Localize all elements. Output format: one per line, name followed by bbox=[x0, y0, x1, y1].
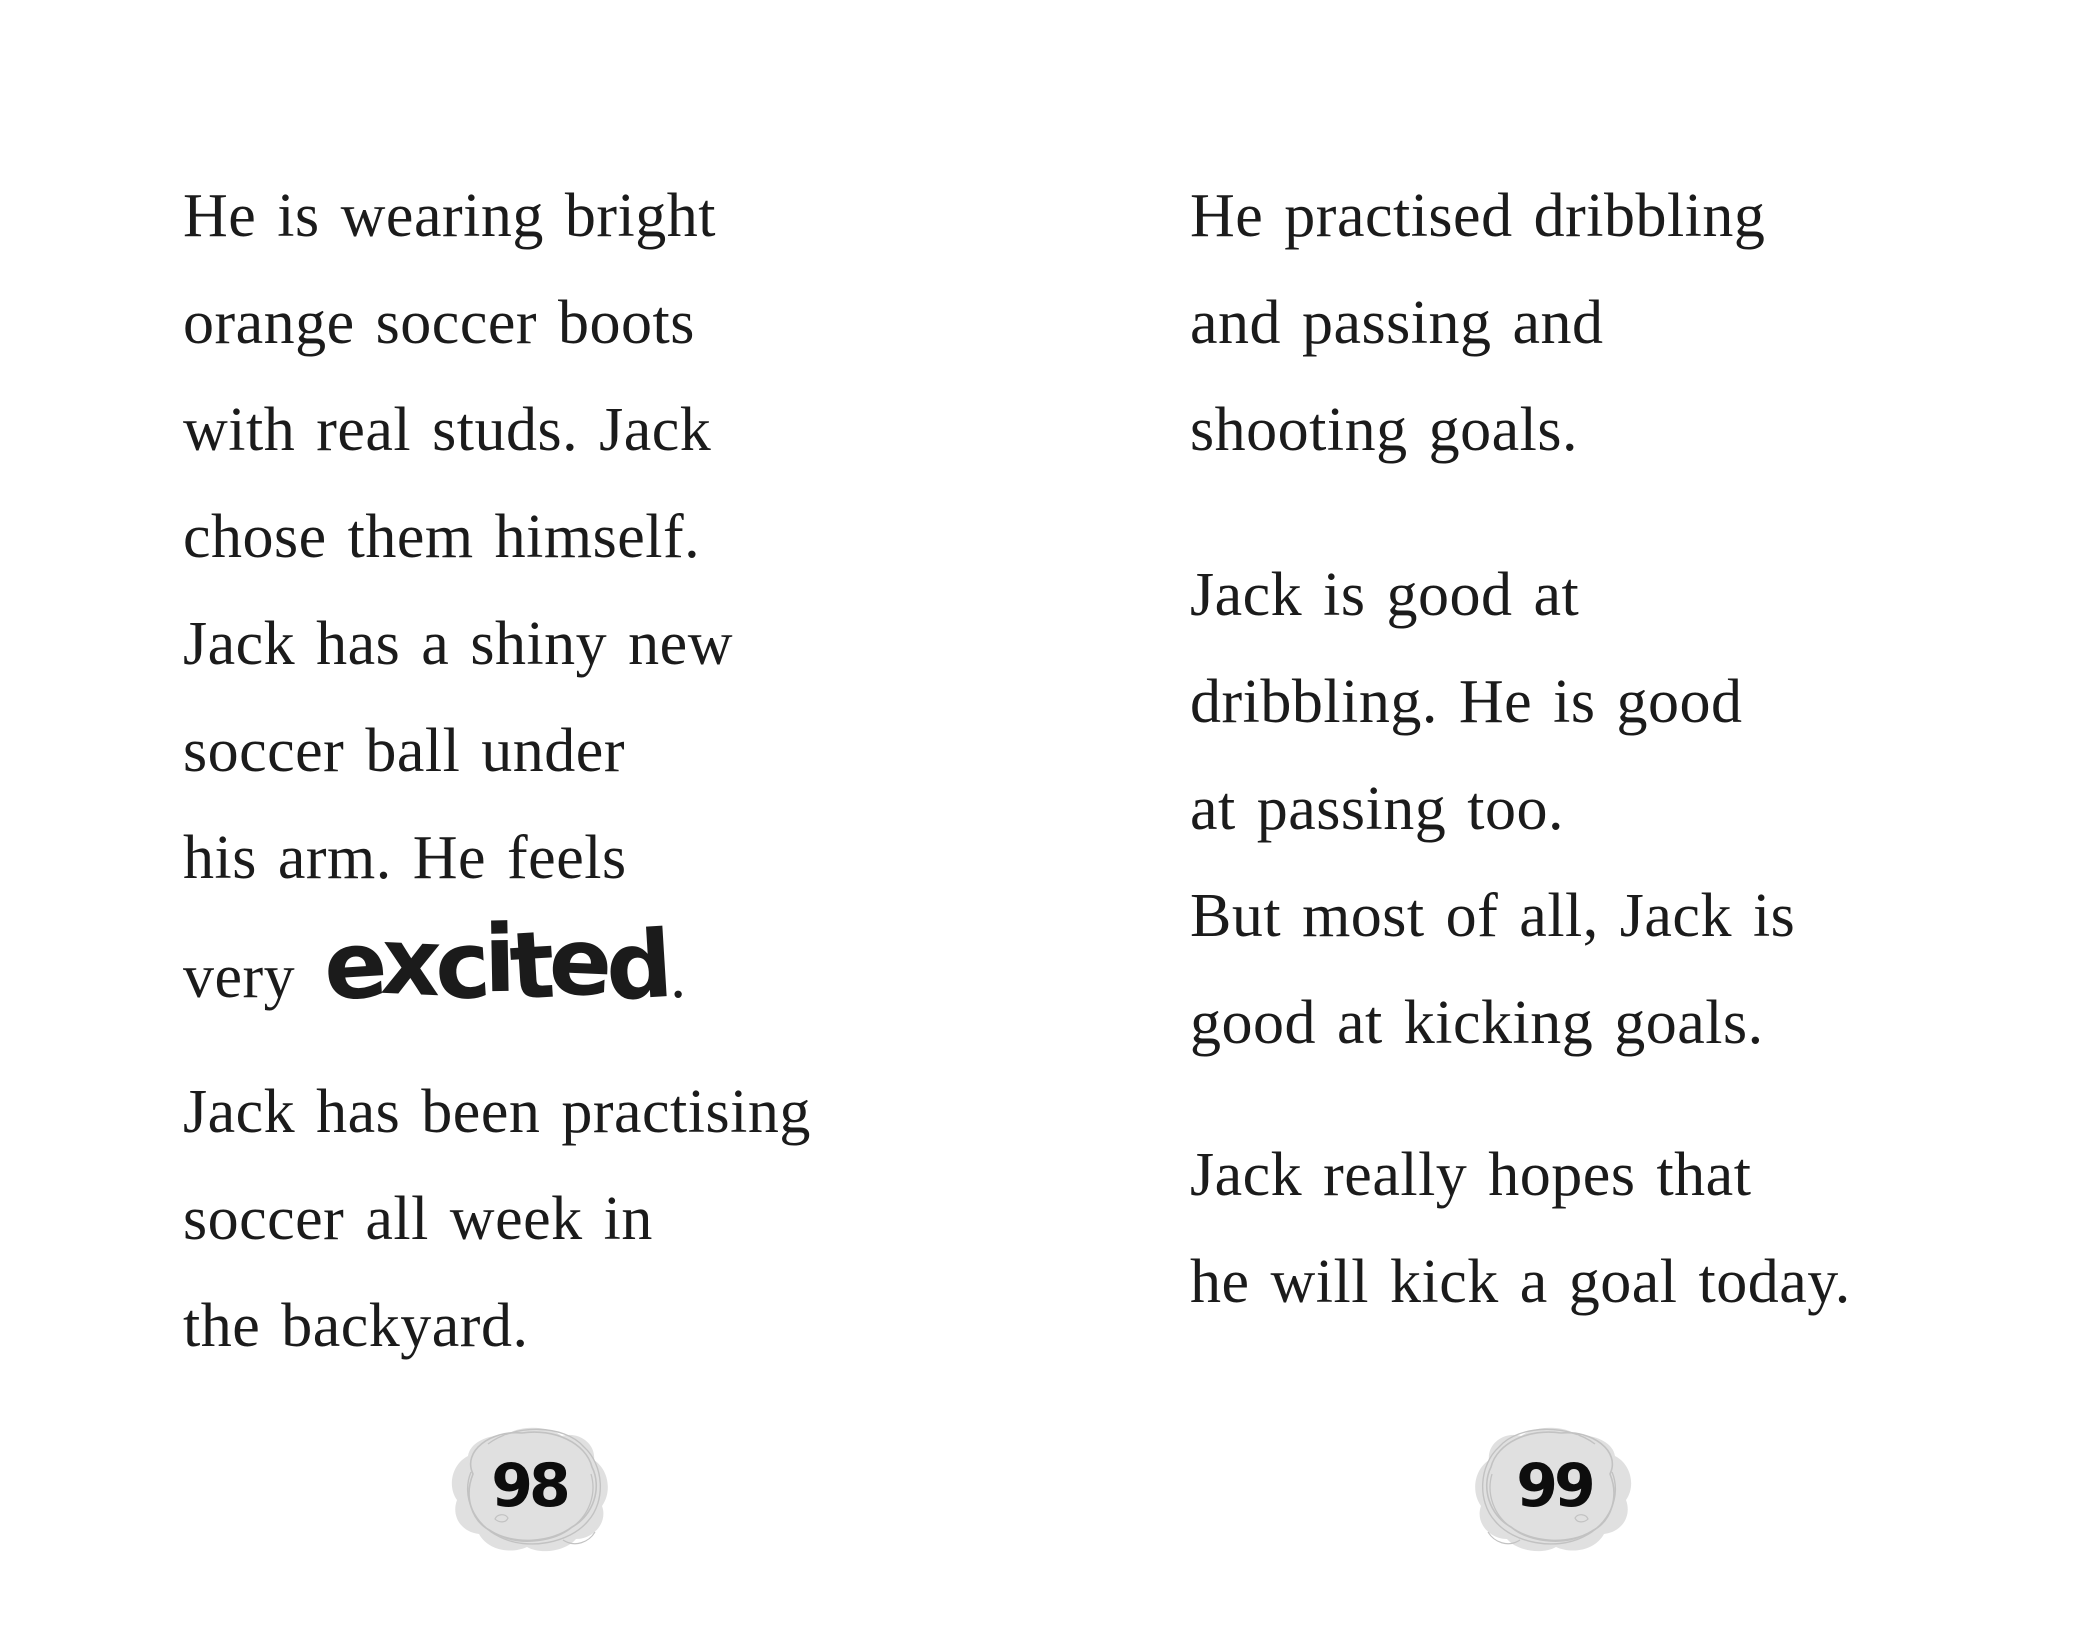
text-line: at passing too. bbox=[1190, 775, 1564, 843]
left-page-text bbox=[183, 163, 963, 1380]
text-line: He practised dribbling bbox=[1190, 182, 1766, 250]
text-line: chose them himself. bbox=[183, 503, 701, 571]
page-number: 98 bbox=[491, 1450, 567, 1521]
text-line: dribbling. He is good bbox=[1190, 668, 1743, 736]
text-line: Jack is good at bbox=[1190, 561, 1580, 629]
left-paragraph-2 bbox=[183, 1059, 963, 1380]
text-line: But most of all, Jack is bbox=[1190, 882, 1796, 950]
right-page-number-badge bbox=[1468, 1422, 1640, 1558]
excited-suffix: . bbox=[670, 943, 687, 1011]
text-line: and passing and bbox=[1190, 289, 1604, 357]
page-number: 99 bbox=[1516, 1450, 1592, 1521]
text-line: shooting goals. bbox=[1190, 396, 1578, 464]
text-line: the backyard. bbox=[183, 1292, 529, 1360]
text-line: Jack has a shiny new bbox=[183, 610, 733, 678]
right-paragraph-1 bbox=[1190, 163, 2010, 484]
right-paragraph-2 bbox=[1190, 542, 2010, 1077]
text-line: Jack really hopes that bbox=[1190, 1141, 1752, 1209]
left-page-number-badge bbox=[443, 1422, 615, 1558]
text-line: Jack has been practising bbox=[183, 1078, 811, 1146]
text-line: He is wearing bright bbox=[183, 182, 716, 250]
text-line: with real studs. Jack bbox=[183, 396, 712, 464]
excited-word: excited bbox=[320, 904, 670, 1022]
left-paragraph-1 bbox=[183, 163, 963, 1022]
text-line-excited bbox=[183, 904, 963, 1022]
right-paragraph-3 bbox=[1190, 1122, 2010, 1336]
text-line: good at kicking goals. bbox=[1190, 989, 1764, 1057]
text-line: he will kick a goal today. bbox=[1190, 1248, 1851, 1316]
text-line: soccer all week in bbox=[183, 1185, 653, 1253]
right-page-text bbox=[1190, 163, 2010, 1336]
text-line: orange soccer boots bbox=[183, 289, 695, 357]
text-line: his arm. He feels bbox=[183, 824, 627, 892]
text-line: soccer ball under bbox=[183, 717, 625, 785]
excited-prefix: very bbox=[183, 943, 317, 1011]
